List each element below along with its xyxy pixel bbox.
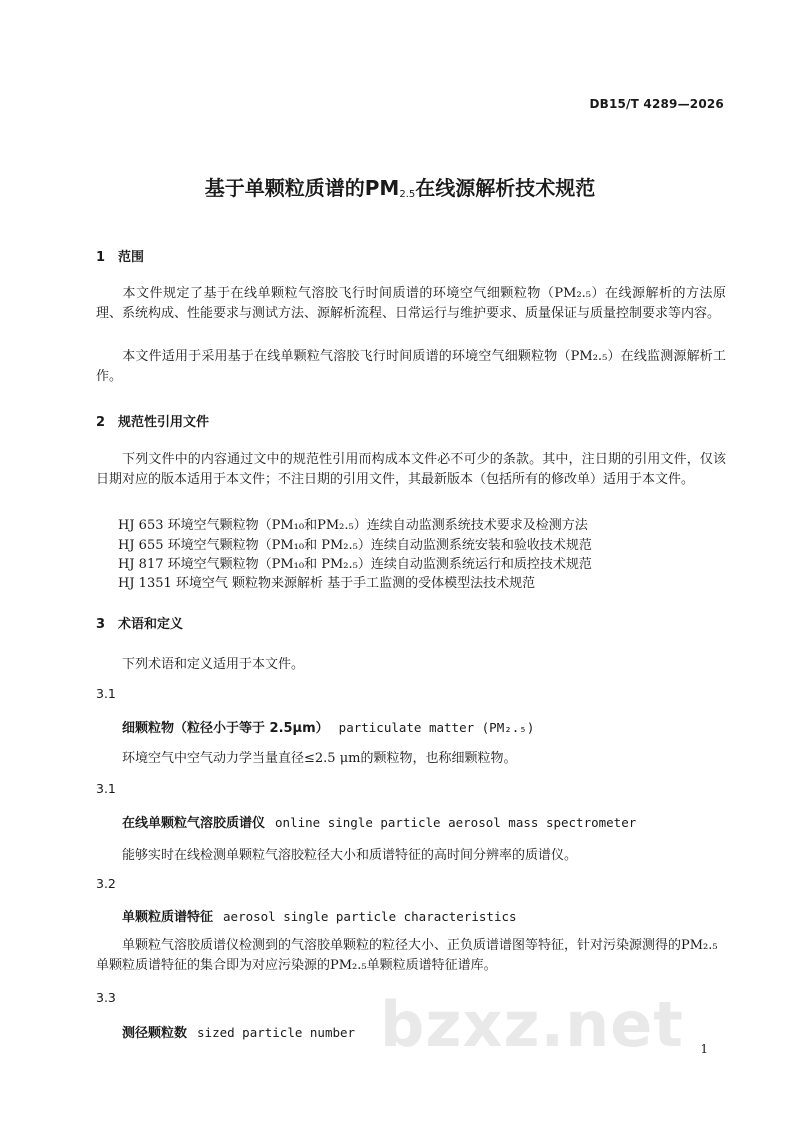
title-post: 在线源解析技术规范	[415, 176, 596, 200]
standard-code: DB15/T 4289—2026	[589, 97, 724, 111]
refs-intro	[96, 450, 726, 490]
scope-paragraph-2	[96, 347, 726, 387]
scope-text-2: 本文件适用于采用基于在线单颗粒气溶胶飞行时间质谱的环境空气细颗粒物（PM₂.₅）在线监测源解析工作。	[96, 349, 726, 384]
term-cn: 测径颗粒数	[122, 1026, 188, 1041]
term-heading	[122, 717, 534, 736]
terms-intro: 下列术语和定义适用于本文件。	[122, 657, 305, 672]
title-subscript: 2.5	[399, 189, 416, 200]
scope-text-1: 本文件规定了基于在线单颗粒气溶胶飞行时间质谱的环境空气细颗粒物（PM₂.₅）在线源解析的方法原理、系统构成、性能要求与测试方法、源解析流程、日常运行与维护要求、质量保证与质量控制要求等内容。	[96, 286, 726, 321]
term-cn: 单颗粒质谱特征	[122, 910, 214, 925]
section-title: 规范性引用文件	[118, 415, 210, 430]
section-number: 2	[96, 415, 106, 430]
reference-item: HJ 655 环境空气颗粒物（PM₁₀和 PM₂.₅）连续自动监测系统安装和验收技术规范	[118, 538, 592, 553]
refs-intro-text: 下列文件中的内容通过文中的规范性引用而构成本文件必不可少的条款。其中，注日期的引用文件，仅该日期对应的版本适用于本文件；不注日期的引用文件，其最新版本（包括所有的修改单）适用于本文件。	[96, 452, 726, 487]
term-en: online single particle aerosol mass spectrometer	[275, 815, 637, 830]
document-title	[0, 172, 800, 201]
term-en: aerosol single particle characteristics	[223, 909, 517, 924]
reference-item: HJ 653 环境空气颗粒物（PM₁₀和PM₂.₅）连续自动监测系统技术要求及检测方法	[118, 518, 588, 533]
term-en: sized particle number	[197, 1025, 356, 1040]
clause-number: 3.1	[96, 781, 116, 796]
watermark-logo: bzxz.net	[380, 988, 684, 1061]
reference-item: HJ 1351 环境空气 颗粒物来源解析 基于手工监测的受体模型法技术规范	[118, 576, 536, 591]
page-number: 1	[700, 1042, 708, 1056]
section-number: 3	[96, 617, 106, 632]
section-title: 范围	[118, 250, 145, 265]
clause-number: 3.3	[96, 990, 116, 1005]
reference-item: HJ 817 环境空气颗粒物（PM₁₀和 PM₂.₅）连续自动监测系统运行和质控技术规范	[118, 557, 592, 572]
section-title: 术语和定义	[118, 617, 184, 632]
section-heading-terms	[96, 613, 183, 632]
term-cn: 在线单颗粒气溶胶质谱仪	[122, 816, 266, 831]
term-heading	[122, 812, 636, 831]
term-cn: 细颗粒物（粒径小于等于 2.5μm）	[122, 721, 329, 736]
term-heading	[122, 906, 517, 925]
term-heading	[122, 1022, 355, 1041]
clause-number: 3.2	[96, 876, 116, 891]
section-heading-refs	[96, 411, 209, 430]
term-en: particulate matter (PM₂.₅)	[338, 720, 535, 735]
section-heading-scope	[96, 246, 144, 265]
term-definition-text: 单颗粒气溶胶质谱仪检测到的气溶胶单颗粒的粒径大小、正负质谱谱图等特征，针对污染源测得的PM₂.₅单颗粒质谱特征的集合即为对应污染源的PM₂.₅单颗粒质谱特征谱库。	[96, 938, 718, 973]
term-definition: 能够实时在线检测单颗粒气溶胶粒径大小和质谱特征的高时间分辨率的质谱仪。	[122, 848, 578, 863]
term-definition: 环境空气中空气动力学当量直径≤2.5 μm的颗粒物，也称细颗粒物。	[122, 751, 517, 766]
scope-paragraph-1	[96, 284, 726, 324]
clause-number: 3.1	[96, 686, 116, 701]
section-number: 1	[96, 250, 106, 265]
title-pre: 基于单颗粒质谱的PM	[204, 176, 400, 200]
term-definition	[96, 936, 726, 976]
